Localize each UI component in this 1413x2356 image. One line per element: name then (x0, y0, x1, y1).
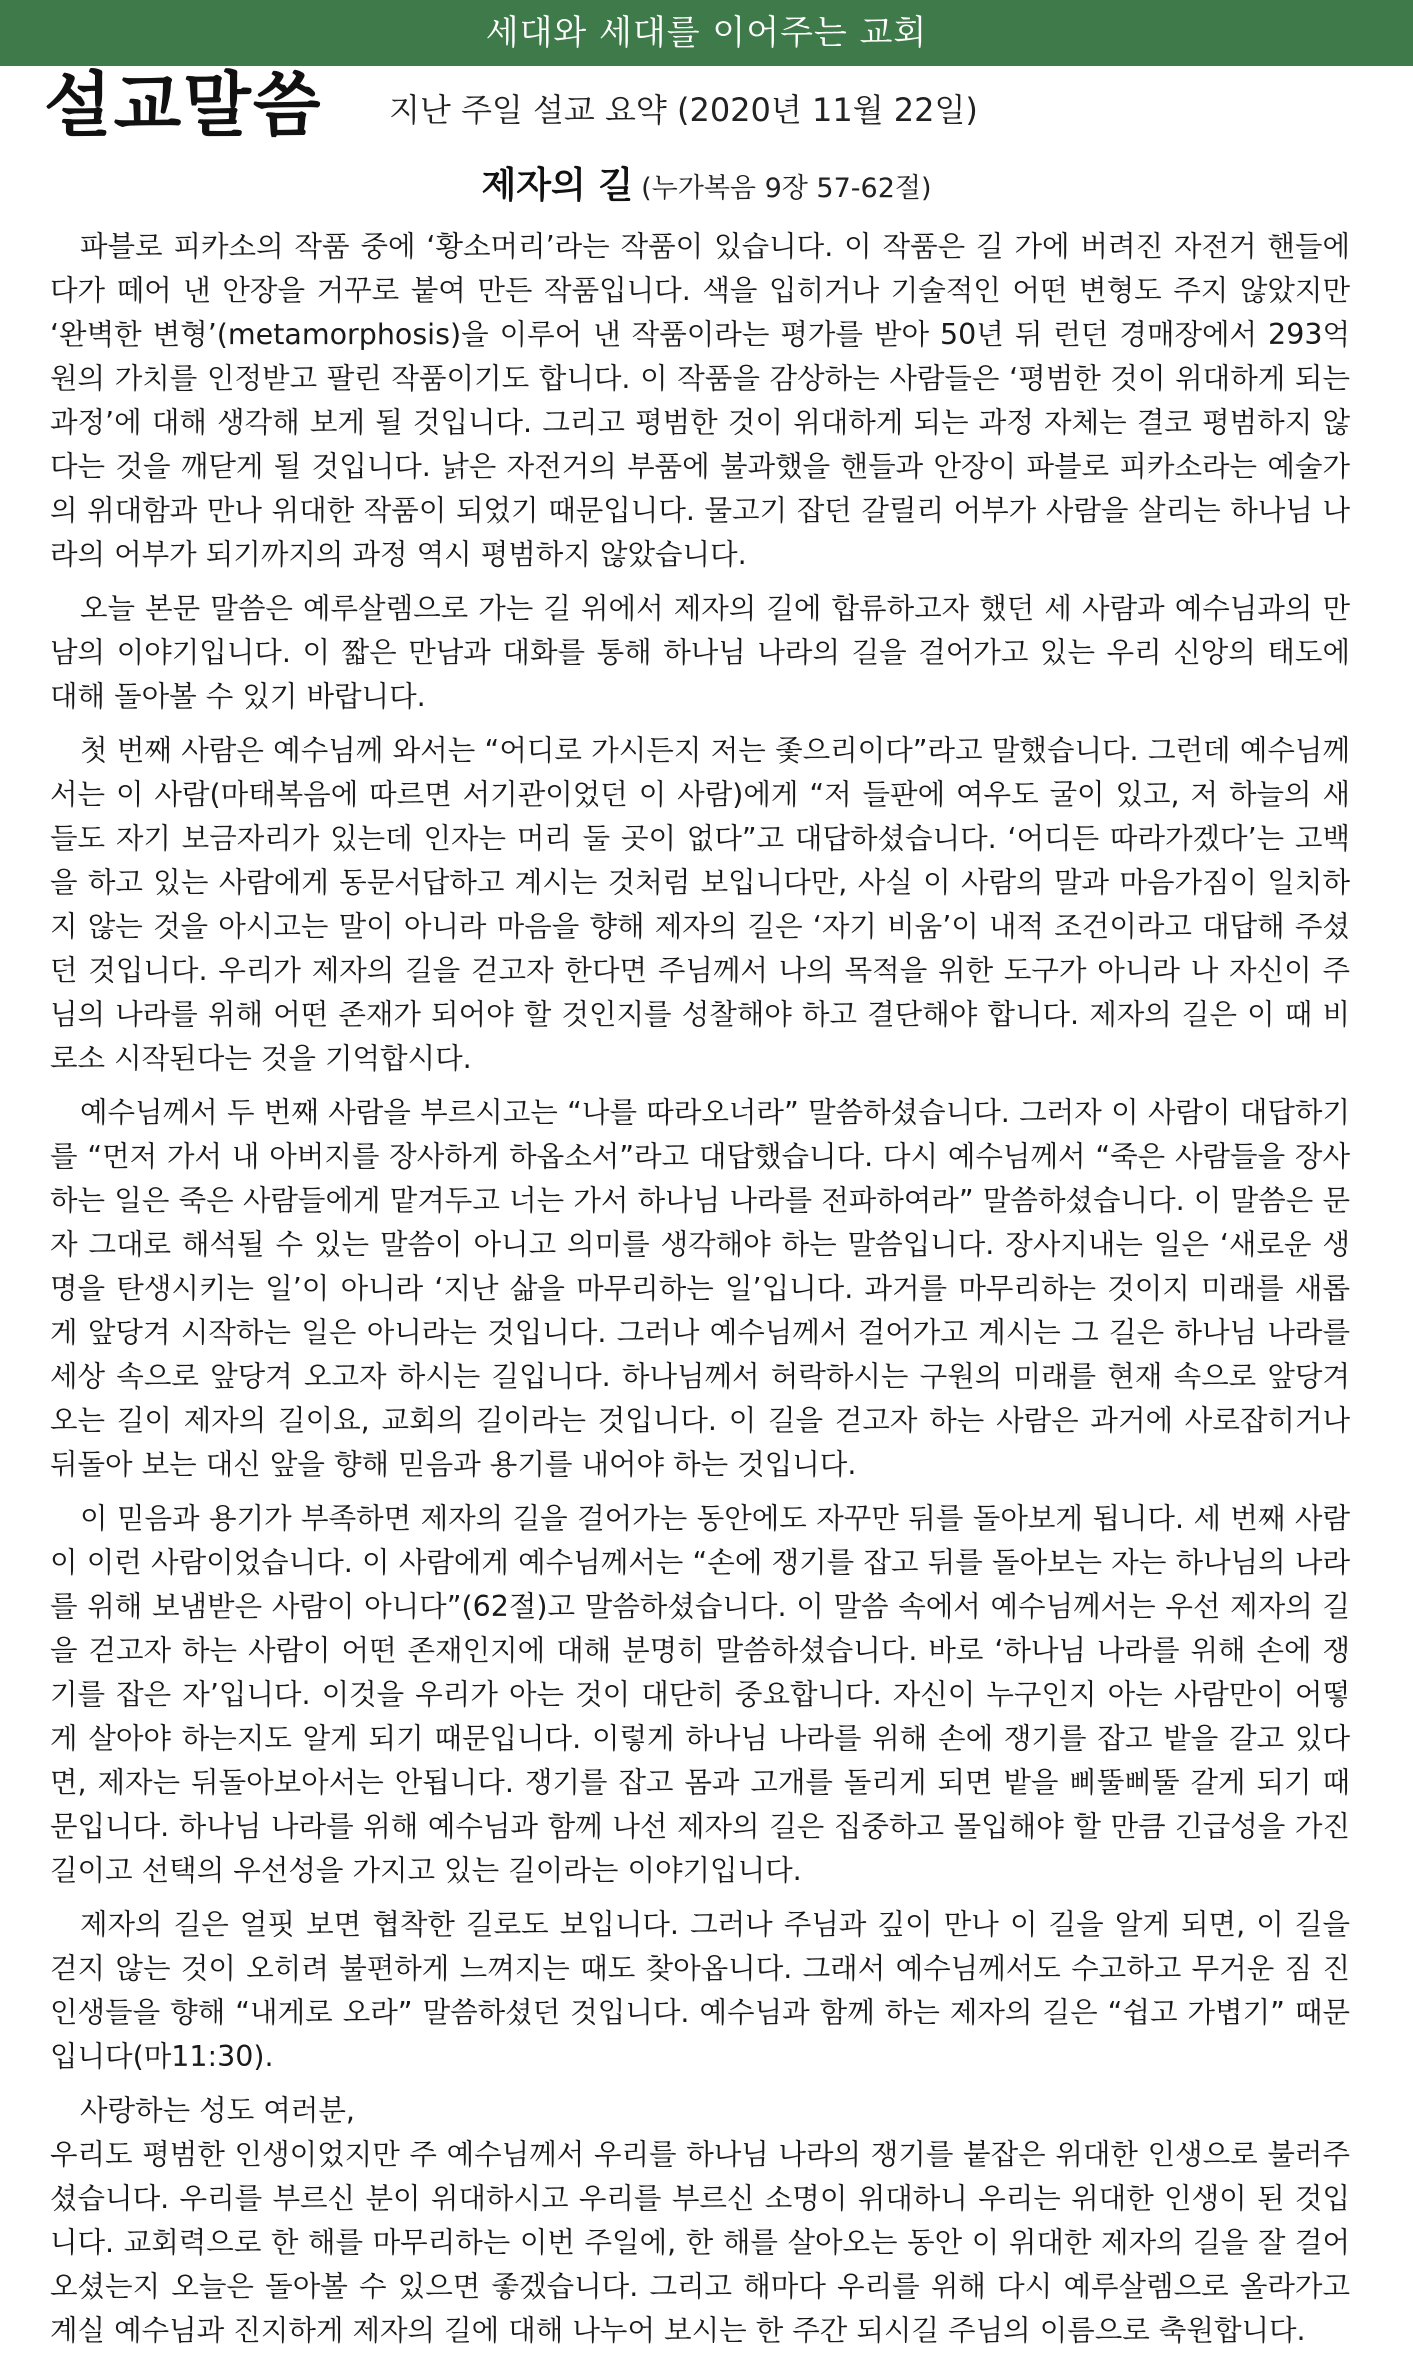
paragraph-5: 이 믿음과 용기가 부족하면 제자의 길을 걸어가는 동안에도 자꾸만 뒤를 돌아보게 됩니다. 세 번째 사람이 이런 사람이었습니다. 이 사람에게 예수님께서는 “손에 쟁기를 잡고 뒤를 돌아보는 자는 하나님의 나라를 위해 보냄받은 사람이 아니다”(62절)고 말씀하셨습니다. 이 말씀 속에서 예수님께서는 우선 제자의 길을 걷고자 하는 사람이 어떤 존재인지에 대해 분명히 말씀하셨습니다. 바로 ‘하나님 나라를 위해 손에 쟁기를 잡은 자’입니다. 이것을 우리가 아는 것이 대단히 중요합니다. 자신이 누구인지 아는 사람만이 어떻게 살아야 하는지도 알게 되기 때문입니다. 이렇게 하나님 나라를 위해 손에 쟁기를 잡고 밭을 갈고 있다면, 제자는 뒤돌아보아서는 안됩니다. 쟁기를 잡고 몸과 고개를 돌리게 되면 밭을 삐뚤삐뚤 갈게 되기 때문입니다. 하나님 나라를 위해 예수님과 함께 나선 제자의 길은 집중하고 몰입해야 할 만큼 긴급성을 가진 길이고 선택의 우선성을 가지고 있는 길이라는 이야기입니다. (50, 1502, 1350, 1887)
church-banner (0, 0, 1413, 66)
paragraph-3: 첫 번째 사람은 예수님께 와서는 “어디로 가시든지 저는 좇으리이다”라고 말했습니다. 그런데 예수님께서는 이 사람(마태복음에 따르면 서기관이었던 이 사람)에게 “저 들판에 여우도 굴이 있고, 저 하늘의 새들도 자기 보금자리가 있는데 인자는 머리 둘 곳이 없다”고 대답하셨습니다. ‘어디든 따라가겠다’는 고백을 하고 있는 사람에게 동문서답하고 계시는 것처럼 보입니다만, 사실 이 사람의 말과 마음가짐이 일치하지 않는 것을 아시고는 말이 아니라 마음을 향해 제자의 길은 ‘자기 비움’이 내적 조건이라고 대답해 주셨던 것입니다. 우리가 제자의 길을 걷고자 한다면 주님께서 나의 목적을 위한 도구가 아니라 나 자신이 주님의 나라를 위해 어떤 존재가 되어야 할 것인지를 성찰해야 하고 결단해야 합니다. 제자의 길은 이 때 비로소 시작된다는 것을 기억합시다. (50, 734, 1350, 1075)
header (44, 62, 1374, 152)
banner-text: 세대와 세대를 이어주는 교회 (485, 13, 928, 53)
closing-text: 우리도 평범한 인생이었지만 주 예수님께서 우리를 하나님 나라의 쟁기를 붙잡은 위대한 인생으로 불러주셨습니다. 우리를 부르신 분이 위대하시고 우리를 부르신 소명이 위대하니 우리는 위대한 인생이 된 것입니다. 교회력으로 한 해를 마무리하는 이번 주일에, 한 해를 살아오는 동안 이 위대한 제자의 길을 잘 걸어오셨는지 오늘은 돌아볼 수 있으면 좋겠습니다. 그리고 해마다 우리를 위해 다시 예루살렘으로 올라가고 계실 예수님과 진지하게 제자의 길에 대해 나누어 보시는 한 주간 되시길 주님의 이름으로 축원합니다. (50, 2138, 1350, 2347)
closing-greeting: 사랑하는 성도 여러분, (80, 2094, 355, 2127)
page-subtitle: 지난 주일 설교 요약 (2020년 11월 22일) (389, 91, 978, 129)
sermon-body (50, 225, 1350, 2353)
paragraph-2: 오늘 본문 말씀은 예루살렘으로 가는 길 위에서 제자의 길에 합류하고자 했던 세 사람과 예수님과의 만남의 이야기입니다. 이 짧은 만남과 대화를 통해 하나님 나라의 길을 걸어가고 있는 우리 신앙의 태도에 대해 돌아볼 수 있기 바랍니다. (50, 592, 1350, 713)
paragraph-1: 파블로 피카소의 작품 중에 ‘황소머리’라는 작품이 있습니다. 이 작품은 길 가에 버려진 자전거 핸들에다가 떼어 낸 안장을 거꾸로 붙여 만든 작품입니다. 색을 입히거나 기술적인 어떤 변형도 주지 않았지만 ‘완벽한 변형’(metamorphosis)을 이루어 낸 작품이라는 평가를 받아 50년 뒤 런던 경매장에서 293억원의 가치를 인정받고 팔린 작품이기도 합니다. 이 작품을 감상하는 사람들은 ‘평범한 것이 위대하게 되는 과정’에 대해 생각해 보게 될 것입니다. 그리고 평범한 것이 위대하게 되는 과정 자체는 결코 평범하지 않다는 것을 깨닫게 될 것입니다. 낡은 자전거의 부품에 불과했을 핸들과 안장이 파블로 피카소라는 예술가의 위대함과 만나 위대한 작품이 되었기 때문입니다. 물고기 잡던 갈릴리 어부가 사람을 살리는 하나님 나라의 어부가 되기까지의 과정 역시 평범하지 않았습니다. (50, 230, 1350, 571)
page-title: 설교말씀 (44, 63, 323, 146)
sermon-heading (0, 162, 1413, 216)
paragraph-4: 예수님께서 두 번째 사람을 부르시고는 “나를 따라오너라” 말씀하셨습니다. 그러자 이 사람이 대답하기를 “먼저 가서 내 아버지를 장사하게 하옵소서”라고 대답했습니다. 다시 예수님께서 “죽은 사람들을 장사하는 일은 죽은 사람들에게 맡겨두고 너는 가서 하나님 나라를 전파하여라” 말씀하셨습니다. 이 말씀은 문자 그대로 해석될 수 있는 말씀이 아니고 의미를 생각해야 하는 말씀입니다. 장사지내는 일은 ‘새로운 생명을 탄생시키는 일’이 아니라 ‘지난 삶을 마무리하는 일’입니다. 과거를 마무리하는 것이지 미래를 새롭게 앞당겨 시작하는 일은 아니라는 것입니다. 그러나 예수님께서 걸어가고 계시는 그 길은 하나님 나라를 세상 속으로 앞당겨 오고자 하시는 길입니다. 하나님께서 허락하시는 구원의 미래를 현재 속으로 앞당겨 오는 길이 제자의 길이요, 교회의 길이라는 것입니다. 이 길을 걷고자 하는 사람은 과거에 사로잡히거나 뒤돌아 보는 대신 앞을 향해 믿음과 용기를 내어야 하는 것입니다. (50, 1096, 1350, 1481)
sermon-title: 제자의 길 (481, 165, 634, 206)
scripture-reference: (누가복음 9장 57-62절) (641, 173, 932, 204)
paragraph-6: 제자의 길은 얼핏 보면 협착한 길로도 보입니다. 그러나 주님과 깊이 만나 이 길을 알게 되면, 이 길을 걷지 않는 것이 오히려 불편하게 느껴지는 때도 찾아옵니다. 그래서 예수님께서도 수고하고 무거운 짐 진 인생들을 향해 “내게로 오라” 말씀하셨던 것입니다. 예수님과 함께 하는 제자의 길은 “쉽고 가볍기” 때문입니다(마11:30). (50, 1908, 1350, 2073)
closing-paragraph (50, 2089, 1350, 2353)
